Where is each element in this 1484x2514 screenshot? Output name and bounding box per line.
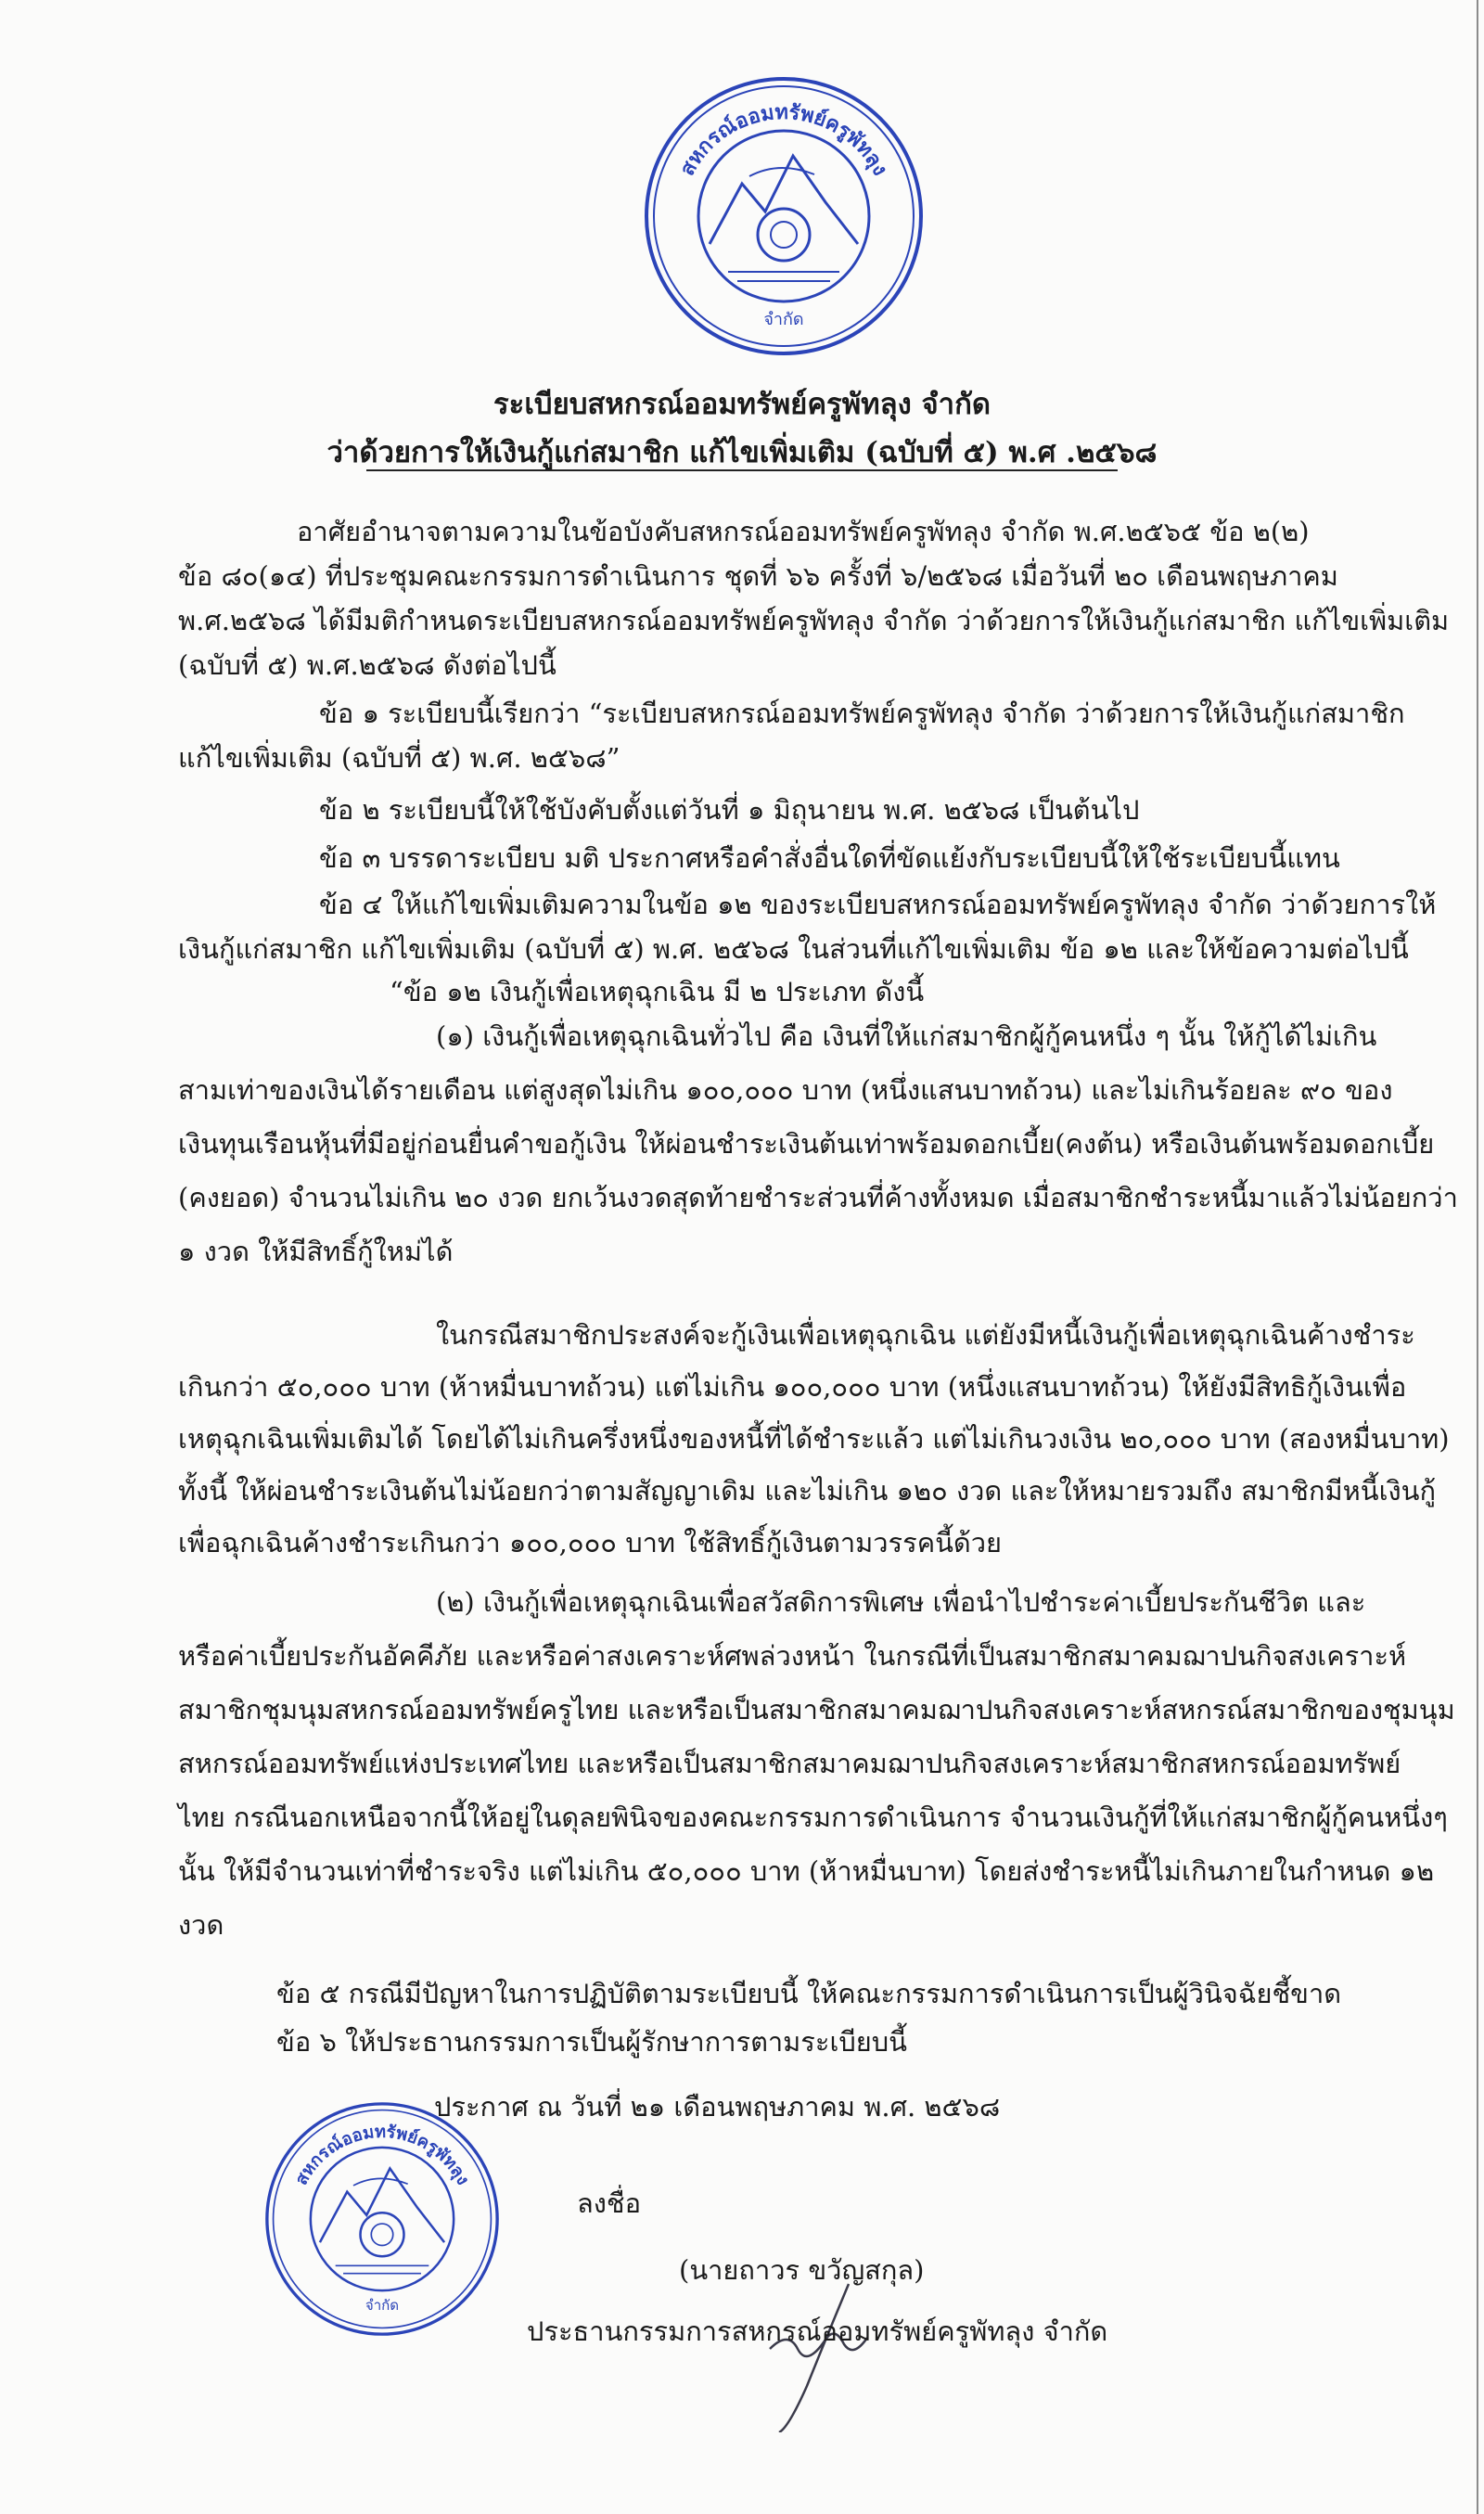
item-1-case-line: เกินกว่า ๕๐,๐๐๐ บาท (ห้าหมื่นบาทถ้วน) แต่ไม่เกิน ๑๐๐,๐๐๐ บาท (หนึ่งแสนบาทถ้วน) ให้ยังมีสิทธิกู้เงินเพื่อ: [178, 1371, 1407, 1403]
item-2-line: สมาชิกชุมนุมสหกรณ์ออมทรัพย์ครูไทย และหรือเป็นสมาชิกสมาคมฌาปนกิจสงเคราะห์สหกรณ์สมาชิกของชุมนุม: [178, 1694, 1455, 1725]
svg-text:สหกรณ์ออมทรัพย์ครูพัทลุง: สหกรณ์ออมทรัพย์ครูพัทลุง: [291, 2122, 473, 2189]
svg-text:จำกัด: จำกัด: [365, 2297, 400, 2315]
title-underline: [366, 469, 1118, 471]
item-2-line: นั้น ให้มีจำนวนเท่าที่ชำระจริง แต่ไม่เกิน ๕๐,๐๐๐ บาท (ห้าหมื่นบาท) โดยส่งชำระหนี้ไม่เกินภายในกำหนด ๑๒: [178, 1855, 1435, 1887]
item-2-line: หรือค่าเบี้ยประกันอัคคีภัย และหรือค่าสงเคราะห์ศพล่วงหน้า ในกรณีที่เป็นสมาชิกสมาคมฌาปนกิจสงเคราะห์: [178, 1640, 1407, 1672]
clause-1-line: ข้อ ๑ ระเบียบนี้เรียกว่า “ระเบียบสหกรณ์ออมทรัพย์ครูพัทลุง จำกัด ว่าด้วยการให้เงินกู้แก่สมาชิก: [319, 698, 1405, 729]
item-1-line: (๑) เงินกู้เพื่อเหตุฉุกเฉินทั่วไป คือ เงินที่ให้แก่สมาชิกผู้กู้คนหนึ่ง ๆ นั้น ให้กู้ได้ไม่เกิน: [436, 1020, 1377, 1052]
clause-1-line: แก้ไขเพิ่มเติม (ฉบับที่ ๕) พ.ศ. ๒๕๖๘”: [178, 742, 620, 774]
item-2-line: งวด: [178, 1909, 224, 1941]
signature-label: ลงชื่อ: [577, 2187, 642, 2219]
document-title-line-2: ว่าด้วยการให้เงินกู้แก่สมาชิก แก้ไขเพิ่มเติม (ฉบับที่ ๕) พ.ศ .๒๕๖๘: [326, 436, 1158, 469]
item-2-line: ไทย กรณีนอกเหนือจากนี้ให้อยู่ในดุลยพินิจของคณะกรรมการดำเนินการ จำนวนเงินกู้ที่ให้แก่สมาชิกผู้กู้คนหนึ่งๆ: [178, 1802, 1448, 1833]
item-1-line: เงินทุนเรือนหุ้นที่มีอยู่ก่อนยื่นคำขอกู้เงิน ให้ผ่อนชำระเงินต้นเท่าพร้อมดอกเบี้ย(คงต้น) หรือเงินต้นพร้อมดอกเบี้ย: [178, 1128, 1435, 1160]
signatory-position: ประธานกรรมการสหกรณ์ออมทรัพย์ครูพัทลุง จำกัด: [527, 2315, 1108, 2347]
clause-6: ข้อ ๖ ให้ประธานกรรมการเป็นผู้รักษาการตามระเบียบนี้: [276, 2026, 907, 2058]
item-1-case-line: เพื่อฉุกเฉินค้างชำระเกินกว่า ๑๐๐,๐๐๐ บาท ใช้สิทธิ์กู้เงินตามวรรคนี้ด้วย: [178, 1527, 1003, 1558]
item-1-case-line: ในกรณีสมาชิกประสงค์จะกู้เงินเพื่อเหตุฉุกเฉิน แต่ยังมีหนี้เงินกู้เพื่อเหตุฉุกเฉินค้างชำระ: [436, 1319, 1415, 1351]
scan-edge-line: [1477, 0, 1478, 2514]
clause-2: ข้อ ๒ ระเบียบนี้ให้ใช้บังคับตั้งแต่วันที่ ๑ มิถุนายน พ.ศ. ๒๕๖๘ เป็นต้นไป: [319, 794, 1140, 826]
cooperative-seal-bottom: [262, 2098, 503, 2340]
cooperative-seal-top: [640, 72, 928, 360]
signatory-name: (นายถาวร ขวัญสกุล): [679, 2254, 925, 2286]
svg-text:สหกรณ์ออมทรัพย์ครูพัทลุง: สหกรณ์ออมทรัพย์ครูพัทลุง: [675, 100, 892, 180]
preamble-line: ข้อ ๘๐(๑๔) ที่ประชุมคณะกรรมการดำเนินการ ชุดที่ ๖๖ ครั้งที่ ๖/๒๕๖๘ เมื่อวันที่ ๒๐ เดือนพฤษภาคม: [178, 560, 1338, 592]
item-1-case-line: ทั้งนี้ ให้ผ่อนชำระเงินต้นไม่น้อยกว่าตามสัญญาเดิม และไม่เกิน ๑๒๐ งวด และให้หมายรวมถึง สมาชิกมีหนี้เงินกู้: [178, 1475, 1437, 1507]
item-1-case-line: เหตุฉุกเฉินเพิ่มเติมได้ โดยได้ไม่เกินครึ่งหนึ่งของหนี้ที่ได้ชำระแล้ว แต่ไม่เกินวงเงิน ๒๐,๐๐๐ บาท (สองหมื่นบาท): [178, 1423, 1450, 1455]
item-2-line: สหกรณ์ออมทรัพย์แห่งประเทศไทย และหรือเป็นสมาชิกสมาคมฌาปนกิจสงเคราะห์สมาชิกสหกรณ์ออมทรัพย์: [178, 1748, 1401, 1779]
item-1-line: ๑ งวด ให้มีสิทธิ์กู้ใหม่ได้: [178, 1236, 454, 1267]
preamble-line: (ฉบับที่ ๕) พ.ศ.๒๕๖๘ ดังต่อไปนี้: [178, 649, 556, 681]
item-1-line: (คงยอด) จำนวนไม่เกิน ๒๐ งวด ยกเว้นงวดสุดท้ายชำระส่วนที่ค้างทั้งหมด เมื่อสมาชิกชำระหนี้มาแล้วไม่น้อยกว่า: [178, 1182, 1458, 1213]
item-2-line: (๒) เงินกู้เพื่อเหตุฉุกเฉินเพื่อสวัสดิการพิเศษ เพื่อนำไปชำระค่าเบี้ยประกันชีวิต และ: [436, 1586, 1366, 1618]
svg-text:จำกัด: จำกัด: [763, 310, 804, 329]
item-1-line: สามเท่าของเงินได้รายเดือน แต่สูงสุดไม่เกิน ๑๐๐,๐๐๐ บาท (หนึ่งแสนบาทถ้วน) และไม่เกินร้อยละ ๙๐ ของ: [178, 1074, 1393, 1106]
preamble-line: พ.ศ.๒๕๖๘ ได้มีมติกำหนดระเบียบสหกรณ์ออมทรัพย์ครูพัทลุง จำกัด ว่าด้วยการให้เงินกู้แก่สมาชิก แก้ไขเพิ่มเติม: [178, 605, 1450, 636]
clause-4-line: เงินกู้แก่สมาชิก แก้ไขเพิ่มเติม (ฉบับที่ ๕) พ.ศ. ๒๕๖๘ ในส่วนที่แก้ไขเพิ่มเติม ข้อ ๑๒ และให้ข้อความต่อไปนี้: [178, 933, 1409, 965]
clause-3: ข้อ ๓ บรรดาระเบียบ มติ ประกาศหรือคำสั่งอื่นใดที่ขัดแย้งกับระเบียบนี้ให้ใช้ระเบียบนี้แทน: [319, 842, 1340, 874]
clause-4-line: ข้อ ๔ ให้แก้ไขเพิ่มเติมความในข้อ ๑๒ ของระเบียบสหกรณ์ออมทรัพย์ครูพัทลุง จำกัด ว่าด้วยการให้: [319, 889, 1437, 920]
preamble-line: อาศัยอำนาจตามความในข้อบังคับสหกรณ์ออมทรัพย์ครูพัทลุง จำกัด พ.ศ.๒๕๖๕ ข้อ ๒(๒): [297, 516, 1310, 547]
announcement-date: ประกาศ ณ วันที่ ๒๑ เดือนพฤษภาคม พ.ศ. ๒๕๖๘: [434, 2091, 1001, 2123]
clause-12-heading: “ข้อ ๑๒ เงินกู้เพื่อเหตุฉุกเฉิน มี ๒ ประเภท ดังนี้: [390, 976, 925, 1007]
clause-5: ข้อ ๕ กรณีมีปัญหาในการปฏิบัติตามระเบียบนี้ ให้คณะกรรมการดำเนินการเป็นผู้วินิจฉัยชี้ขาด: [276, 1978, 1342, 2009]
document-title-line-1: ระเบียบสหกรณ์ออมทรัพย์ครูพัทลุง จำกัด: [493, 388, 991, 421]
